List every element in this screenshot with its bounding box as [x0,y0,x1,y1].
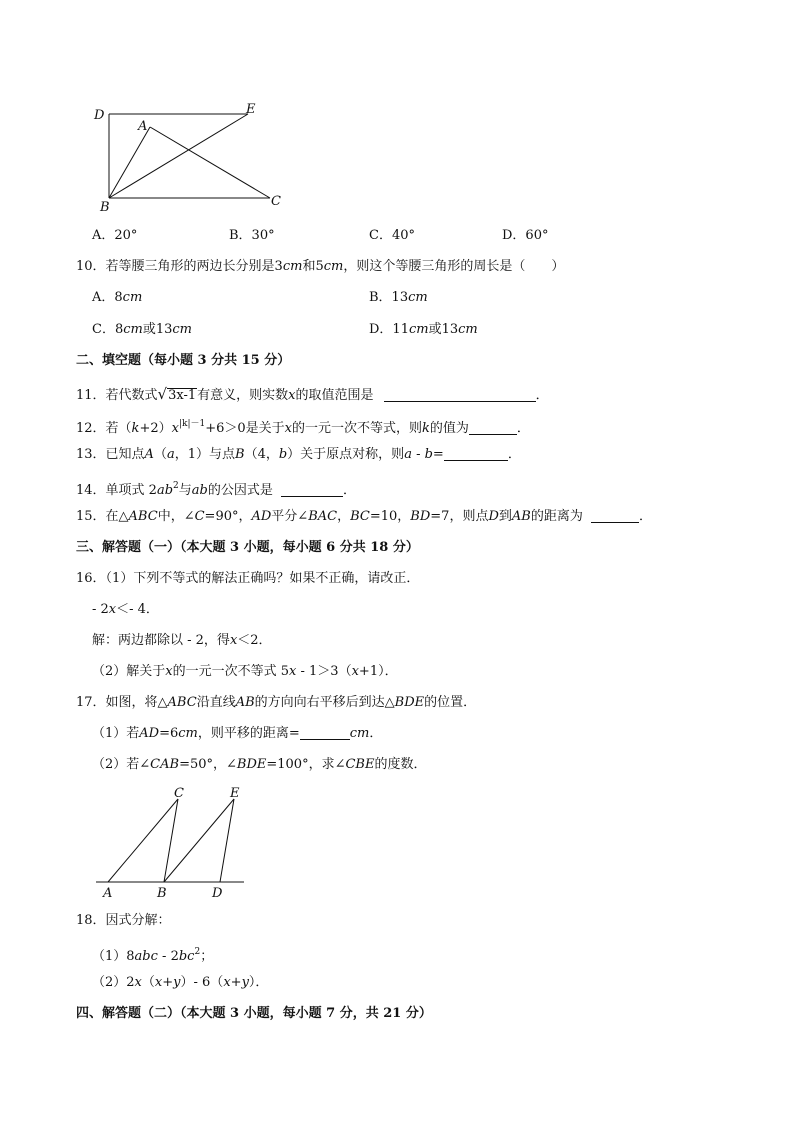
section3-title: 三、解答题（一）（本大题 3 小题，每小题 6 分共 18 分） [76,540,419,555]
q11: 11．若代数式√3x-1有意义，则实数x的取值范围是 ． [76,385,549,403]
q11-answer-blank[interactable] [384,387,536,402]
q10-option-c: C．8cm或13cm [92,322,192,337]
q10-option-d: D．11cm或13cm [369,322,478,337]
q10-option-a: A．8cm [92,290,143,305]
q16-part2: （2）解关于x的一元一次不等式 5x - 1＞3（x+1）． [92,664,398,679]
figure-rectangle-triangles [88,98,298,216]
q10-option-b: B．13cm [369,290,428,305]
fig2-label-e: E [230,786,240,801]
fig1-label-a: A [138,119,148,134]
q9-option-b: B．30° [229,228,275,243]
q16-line1: 16．（1）下列不等式的解法正确吗？如果不正确，请改正． [76,571,420,586]
q9-option-c: C．40° [369,228,415,243]
q16-inequality: - 2x＜- 4． [92,602,159,617]
fig2-label-b: B [157,886,167,901]
q17-part2: （2）若∠CAB=50°，∠BDE=100°，求∠CBE的度数． [92,757,427,772]
q13-answer-blank[interactable] [444,446,508,461]
q9-option-d: D．60° [502,228,549,243]
q18-part2: （2）2x（x+y）- 6（x+y）． [92,975,269,990]
q16-solution: 解：两边都除以 - 2，得x＜2． [92,633,272,648]
section4-title: 四、解答题（二）（本大题 3 小题，每小题 7 分，共 21 分） [76,1006,432,1021]
fig1-label-c: C [271,194,281,209]
q17-answer-blank[interactable] [300,725,350,740]
fig2-label-c: C [174,786,184,801]
q14-answer-blank[interactable] [281,482,343,497]
q17-line1: 17．如图，将△ABC沿直线AB的方向向右平移后到达△BDE的位置． [76,695,477,710]
fig2-label-a: A [103,886,113,901]
fig1-label-e: E [246,102,256,117]
fig2-label-d: D [212,886,223,901]
q15-answer-blank[interactable] [591,508,639,523]
q12-answer-blank[interactable] [469,420,517,435]
q15: 15．在△ABC中，∠C=90°，AD平分∠BAC，BC=10，BD=7，则点D到AB的距离为 ． [76,509,653,524]
q12: 12．若$(k+2)x^{|k|-1}+6>0$是关于x的一元一次不等式，则k的值为 ． [76,419,530,436]
q9-option-a: A．20° [92,228,138,243]
q18-line1: 18．因式分解： [76,913,171,928]
figure-translated-triangles [88,785,253,903]
q13: 13．已知点A（a，1）与点B（4，b）关于原点对称，则a - b= ． [76,447,521,462]
q18-part1: $(1)8abc - 2bc^2$； [92,947,214,964]
q10-stem: 10．若等腰三角形的两边长分别是3cm和5cm，则这个等腰三角形的周长是（ ） [76,259,565,274]
fig1-label-d: D [94,108,105,123]
section2-title: 二、填空题（每小题 3 分共 15 分） [76,353,291,368]
fig1-label-b: B [100,200,110,215]
q14: 14．单项式 $2ab^2$与ab的公因式是 ． [76,481,357,498]
q17-part1: （1）若AD=6cm，则平移的距离= cm． [92,726,383,741]
